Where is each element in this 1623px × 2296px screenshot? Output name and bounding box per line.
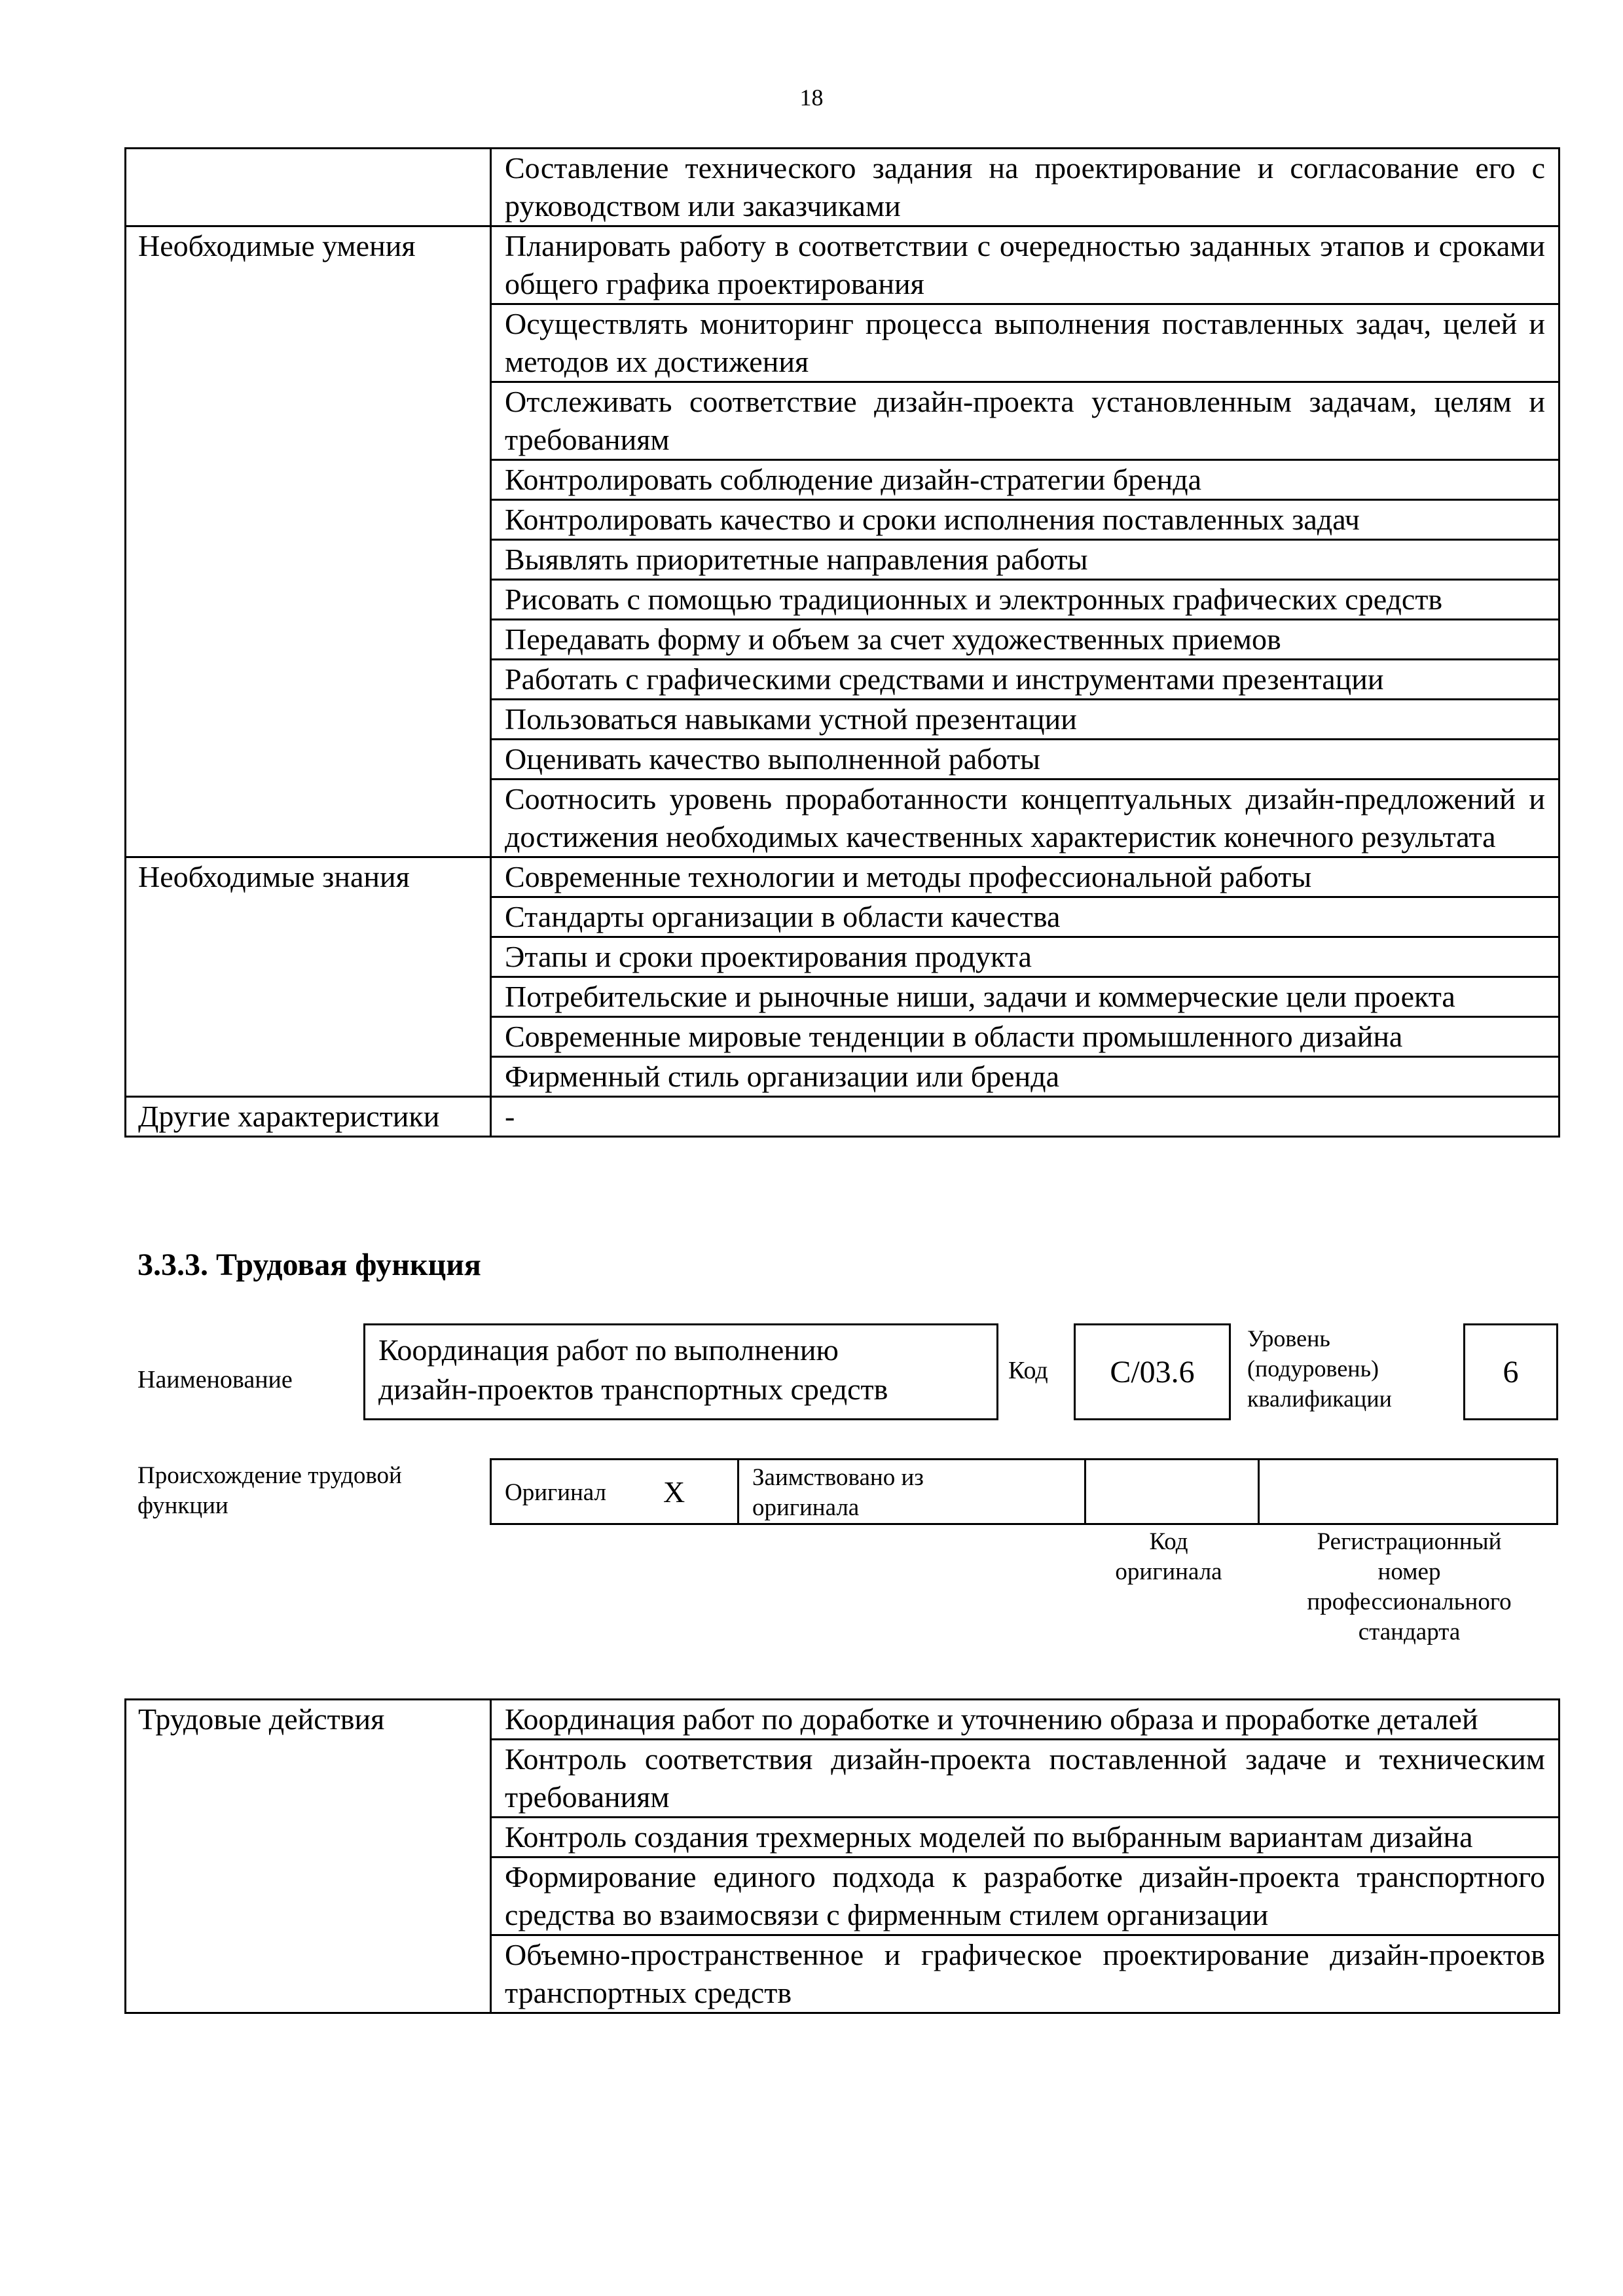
row-item: Оценивать качество выполненной работы	[491, 740, 1559, 780]
level-value: 6	[1503, 1355, 1519, 1390]
row-item: Современные технологии и методы профессиональной работы	[491, 857, 1559, 897]
borrowed-label	[752, 1463, 924, 1523]
row-item: Координация работ по доработке и уточнению образа и проработке деталей	[491, 1700, 1559, 1740]
row-label: Трудовые действия	[126, 1700, 491, 2013]
table-row	[126, 1700, 1559, 1740]
caption-code-line2: оригинала	[1115, 1558, 1222, 1585]
table-row	[126, 857, 1559, 897]
row-label: Необходимые умения	[126, 226, 491, 857]
row-item: Стандарты организации в области качества	[491, 897, 1559, 937]
caption-reg-line4: стандарта	[1358, 1619, 1461, 1645]
row-item: Осуществлять мониторинг процесса выполнения поставленных задач, целей и методов их достижения	[491, 304, 1559, 382]
origin-label	[137, 1461, 402, 1521]
row-item: Контроль создания трехмерных моделей по выбранным вариантам дизайна	[491, 1818, 1559, 1857]
row-label: Необходимые знания	[126, 857, 491, 1097]
code-label: Код	[1008, 1357, 1048, 1384]
origin-box	[490, 1458, 1558, 1525]
row-item: Пользоваться навыками устной презентации	[491, 700, 1559, 740]
row-item: Передавать форму и объем за счет художественных приемов	[491, 620, 1559, 660]
row-item: Выявлять приоритетные направления работы	[491, 540, 1559, 580]
original-label: Оригинал	[505, 1479, 607, 1506]
row-item: Этапы и сроки проектирования продукта	[491, 937, 1559, 977]
row-label	[126, 149, 491, 226]
row-item: Работать с графическими средствами и инструментами презентации	[491, 660, 1559, 700]
level-label	[1247, 1323, 1392, 1414]
level-label-line3: квалификации	[1247, 1386, 1392, 1412]
row-item: Потребительские и рыночные ниши, задачи и коммерческие цели проекта	[491, 977, 1559, 1017]
level-label-line1: Уровень	[1247, 1325, 1330, 1352]
borrowed-line1: Заимствовано из	[752, 1464, 924, 1491]
row-item: Рисовать с помощью традиционных и электронных графических средств	[491, 580, 1559, 620]
table-row	[126, 1097, 1559, 1137]
caption-registration	[1260, 1527, 1558, 1647]
caption-reg-line3: профессионального	[1307, 1588, 1512, 1615]
name-value-line2: дизайн-проектов транспортных средств	[378, 1372, 888, 1406]
origin-label-line1: Происхождение трудовой	[137, 1462, 402, 1489]
row-item: Формирование единого подхода к разработке дизайн-проекта транспортного средства во взаимосвязи с фирменным стилем организации	[491, 1857, 1559, 1935]
section-heading: 3.3.3. Трудовая функция	[137, 1247, 481, 1282]
row-item: Объемно-пространственное и графическое проектирование дизайн-проектов транспортных средств	[491, 1935, 1559, 2013]
row-item: Контролировать качество и сроки исполнения поставленных задач	[491, 500, 1559, 540]
row-label: Другие характеристики	[126, 1097, 491, 1137]
row-item: Современные мировые тенденции в области промышленного дизайна	[491, 1017, 1559, 1057]
original-mark: X	[663, 1475, 685, 1509]
caption-code	[1084, 1527, 1254, 1587]
labor-actions-table	[124, 1698, 1560, 2014]
caption-code-line1: Код	[1149, 1528, 1188, 1555]
code-value: C/03.6	[1110, 1355, 1195, 1390]
borrowed-line2: оригинала	[752, 1494, 860, 1521]
row-item: Планировать работу в соответствии с очередностью заданных этапов и сроками общего графика проектирования	[491, 226, 1559, 304]
table-row	[126, 226, 1559, 304]
name-value-line1: Координация работ по выполнению	[378, 1333, 839, 1367]
page-number: 18	[799, 84, 824, 111]
table-row	[126, 149, 1559, 226]
name-label: Наименование	[137, 1366, 293, 1393]
row-item: Отслеживать соответствие дизайн-проекта установленным задачам, целям и требованиям	[491, 382, 1559, 460]
row-item: Контроль соответствия дизайн-проекта поставленной задаче и техническим требованиям	[491, 1740, 1559, 1818]
level-label-line2: (подуровень)	[1247, 1355, 1379, 1382]
caption-reg-line1: Регистрационный	[1317, 1528, 1502, 1555]
level-value-box	[1463, 1323, 1558, 1420]
origin-label-line2: функции	[137, 1492, 228, 1519]
row-item: -	[491, 1097, 1559, 1137]
row-item: Контролировать соблюдение дизайн-стратегии бренда	[491, 460, 1559, 500]
caption-reg-line2: номер	[1377, 1558, 1441, 1585]
code-value-box	[1074, 1323, 1231, 1420]
skills-knowledge-table	[124, 147, 1560, 1138]
row-item: Составление технического задания на проектирование и согласование его с руководством или заказчиками	[491, 149, 1559, 226]
row-item: Фирменный стиль организации или бренда	[491, 1057, 1559, 1097]
row-item: Соотносить уровень проработанности концептуальных дизайн-предложений и достижения необходимых качественных характеристик конечного результата	[491, 780, 1559, 857]
name-value-box	[363, 1323, 998, 1420]
